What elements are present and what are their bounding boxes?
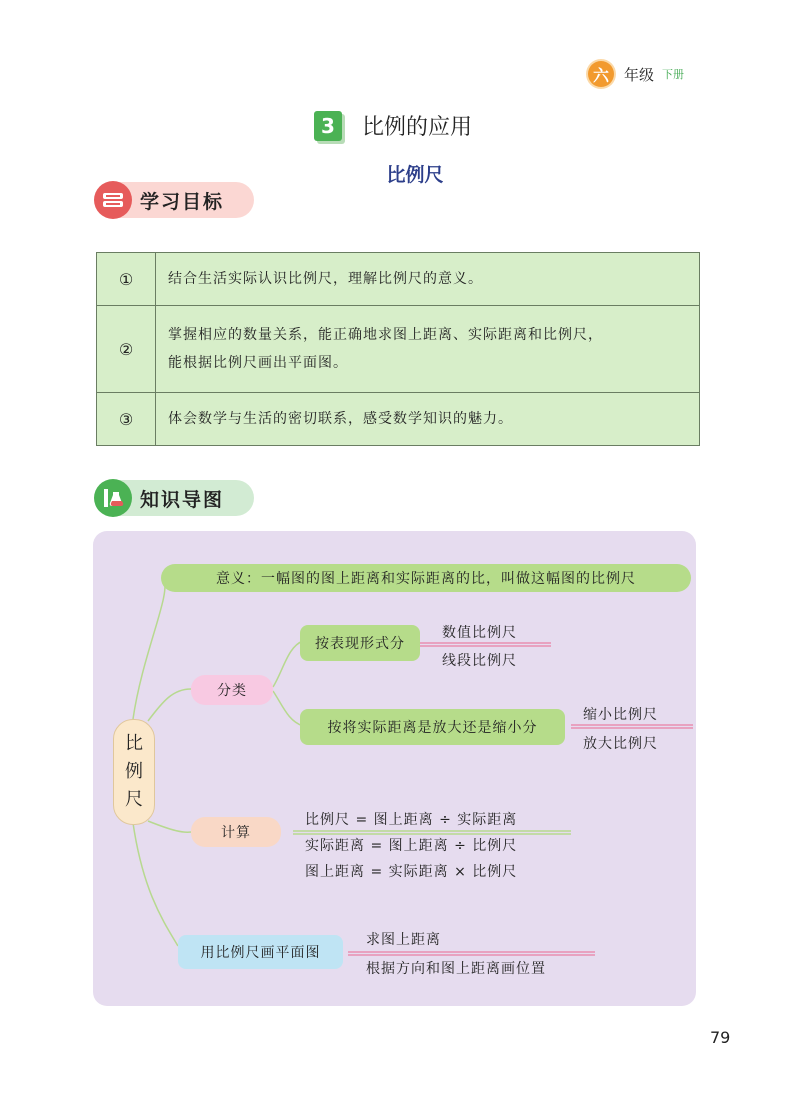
mindmap-header xyxy=(96,480,254,516)
calc-node: 计算 xyxy=(191,817,281,847)
objective-line: 能根据比例尺画出平面图。 xyxy=(168,355,348,371)
formula-map: 图上距离 = 实际距离 × 比例尺 xyxy=(305,864,518,880)
objective-number: ① xyxy=(97,253,156,306)
mindmap-title: 知识导图 xyxy=(140,488,225,511)
reduce-scale-leaf: 缩小比例尺 xyxy=(583,707,658,723)
mind-map xyxy=(93,531,696,1006)
root-char: 比 xyxy=(125,733,143,754)
meaning-node: 意义：一幅图的图上距离和实际距离的比，叫做这幅图的比例尺 xyxy=(161,564,691,592)
objective-number: ② xyxy=(97,306,156,393)
draw-step-1: 求图上距离 xyxy=(366,932,441,948)
page-number: 79 xyxy=(710,1028,731,1047)
formula-actual: 实际距离 = 图上距离 ÷ 比例尺 xyxy=(305,838,518,854)
root-char: 尺 xyxy=(125,789,143,810)
draw-node: 用比例尺画平面图 xyxy=(178,935,343,969)
table-row xyxy=(97,253,700,306)
line-scale-leaf: 线段比例尺 xyxy=(442,653,517,669)
lesson-heading xyxy=(314,110,472,141)
objective-line: 结合生活实际认识比例尺，理解比例尺的意义。 xyxy=(168,271,483,287)
root-char: 例 xyxy=(125,761,143,782)
volume-label: 下册 xyxy=(662,68,685,81)
formula-scale: 比例尺 = 图上距离 ÷ 实际距离 xyxy=(305,812,518,828)
table-row xyxy=(97,306,700,393)
objective-text xyxy=(156,306,700,393)
numeric-scale-leaf: 数值比例尺 xyxy=(442,625,517,641)
lesson-number: 3 xyxy=(314,111,342,141)
grade-badge xyxy=(588,61,684,87)
flask-icon xyxy=(94,479,132,517)
by-scale-node: 按将实际距离是放大还是缩小分 xyxy=(300,709,565,745)
objectives-table xyxy=(96,252,700,446)
table-row xyxy=(97,393,700,446)
grade-circle: 六 xyxy=(588,61,614,87)
objectives-header xyxy=(96,182,254,218)
objective-text xyxy=(156,393,700,446)
lesson-title: 比例的应用 xyxy=(362,115,473,140)
enlarge-scale-leaf: 放大比例尺 xyxy=(583,736,658,752)
objective-text xyxy=(156,253,700,306)
objectives-title: 学习目标 xyxy=(140,190,225,213)
draw-step-2: 根据方向和图上距离画位置 xyxy=(366,961,546,977)
objective-number: ③ xyxy=(97,393,156,446)
classify-node: 分类 xyxy=(191,675,273,705)
grade-label: 年级 xyxy=(624,65,655,84)
by-form-node: 按表现形式分 xyxy=(300,625,420,661)
objective-line: 掌握相应的数量关系，能正确地求图上距离、实际距离和比例尺， xyxy=(168,327,603,343)
mindmap-root xyxy=(113,719,155,825)
objective-line: 体会数学与生活的密切联系，感受数学知识的魅力。 xyxy=(168,411,513,427)
lesson-subtitle: 比例尺 xyxy=(386,164,444,186)
book-icon xyxy=(94,181,132,219)
